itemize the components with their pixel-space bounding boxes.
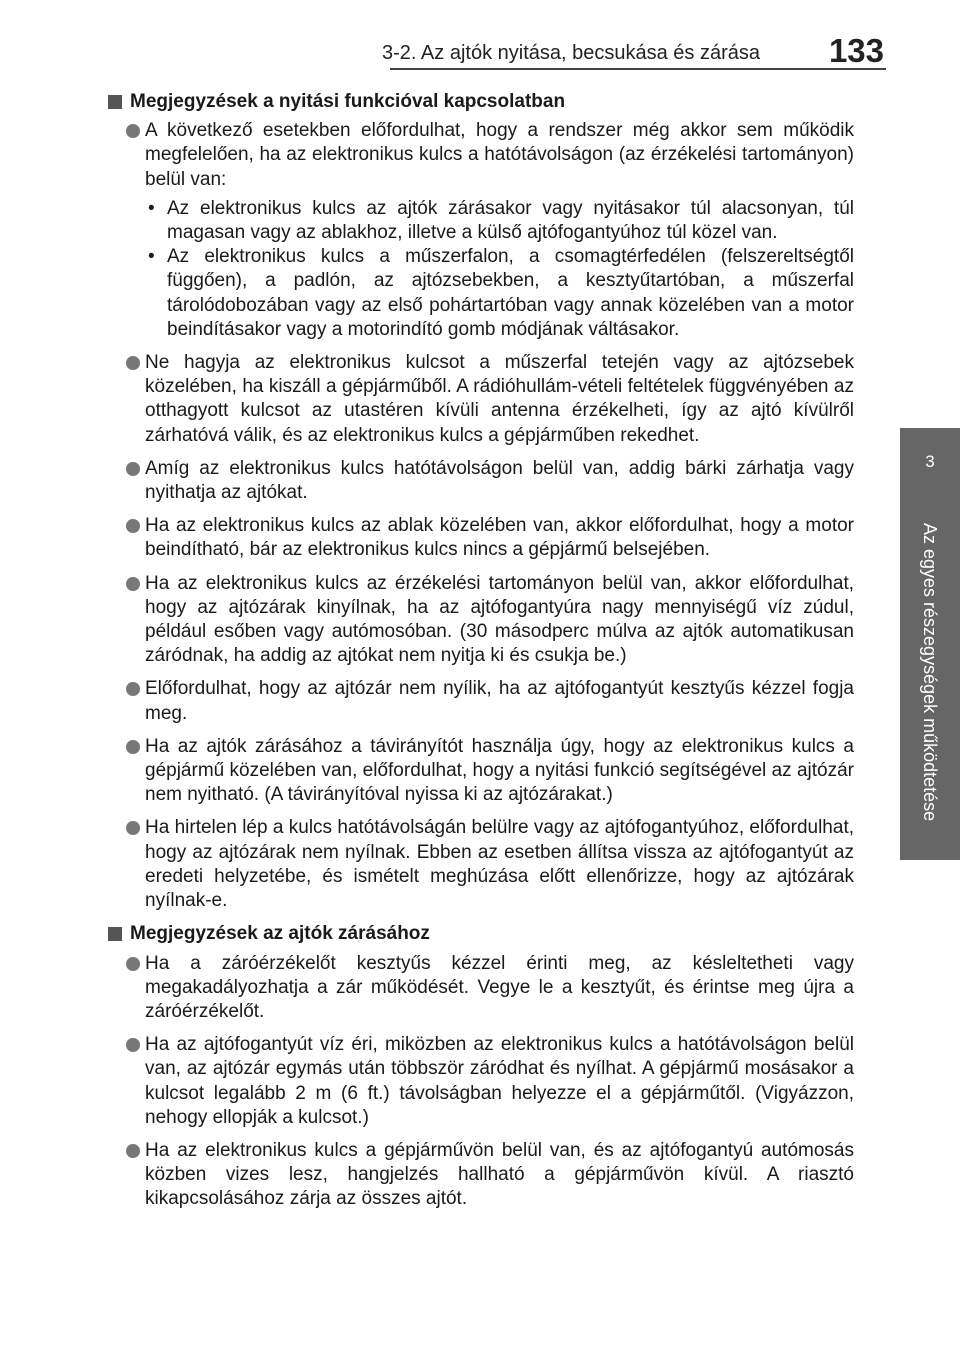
note-paragraph xyxy=(108,1139,854,1212)
circle-bullet-icon xyxy=(126,957,140,971)
circle-bullet-icon xyxy=(126,1144,140,1158)
note-text: Amíg az elektronikus kulcs hatótávolságon belül van, addig bárki zárhatja vagy nyithatja az ajtókat. xyxy=(145,457,854,504)
section-heading xyxy=(108,922,854,946)
note-paragraph xyxy=(108,572,854,669)
note-paragraph xyxy=(108,1033,854,1130)
page-content xyxy=(108,90,854,1221)
list-item xyxy=(145,245,854,342)
note-text: Ha az elektronikus kulcs a gépjárművön belül van, és az ajtófogantyú autómosás közben vizes lesz, hangjelzés hallható a gépjárművön kívül. A riasztó kikapcsolásához zárja az összes ajtót. xyxy=(145,1139,854,1210)
sub-list xyxy=(145,197,854,342)
dot-bullet-icon: • xyxy=(148,197,155,219)
page-header xyxy=(0,0,960,80)
note-paragraph xyxy=(108,119,854,342)
circle-bullet-icon xyxy=(126,740,140,754)
note-text: Ha hirtelen lép a kulcs hatótávolságán belülre vagy az ajtófogantyúhoz, előfordulhat, hogy az ajtózárak nem nyílnak. Ebben az esetben állítsa vissza az ajtófogantyút az eredeti helyzetébe, és ismételt meghúzása előtt ellenőrizze, hogy az ajtózárak nyílnak-e. xyxy=(145,817,854,912)
square-bullet-icon xyxy=(108,95,122,109)
chapter-number: 3 xyxy=(925,452,935,471)
section-heading-text: Megjegyzések az ajtók zárásához xyxy=(130,923,430,945)
note-text: A következő esetekben előfordulhat, hogy a rendszer még akkor sem működik megfelelően, ha az elektronikus kulcs a hatótávolságon (az érzékelési tartományon) belül van: xyxy=(145,120,854,190)
chapter-title: Az egyes részegységek működtetése xyxy=(920,523,940,822)
chapter-side-tab xyxy=(900,428,960,860)
section-heading-text: Megjegyzések a nyitási funkcióval kapcsolatban xyxy=(130,91,566,112)
note-text: Ha az ajtófogantyút víz éri, miközben az elektronikus kulcs a hatótávolságon belül van, az ajtózár egymás után többször záródhat és nyílhat. A gépjármű mosásakor a kulcsot legalább 2 m (6 ft.) távolságban helyezze el a gépjárműtől. (Vigyázzon, nehogy ellopják a kulcsot.) xyxy=(145,1034,854,1128)
list-item-text: Az elektronikus kulcs a műszerfalon, a csomagtérfedélen (felszereltségtől függően), a padlón, az ajtózsebekben, a kesztyűtartóban, a műszerfal tárolódobozában vagy az első pohártartóban vagy annak közelében van a motor beindításakor vagy a motorindító gomb módjának váltásakor. xyxy=(167,246,854,340)
note-text: Ne hagyja az elektronikus kulcsot a műszerfal tetején vagy az ajtózsebek közelében, ha kiszáll a gépjárműből. A rádióhullám-vételi feltételek függvényében az otthagyott kulcsot az utastéren kívüli antenna érzékelheti, így az ajtó kívülről zárhatóvá válik, és az elektronikus kulcs a gépjárműben rekedhet. xyxy=(145,352,854,446)
note-text: Ha az elektronikus kulcs az ablak közelében van, akkor előfordulhat, hogy a motor beindítható, bár az elektronikus kulcs nincs a gépjármű belsejében. xyxy=(145,515,854,561)
chapter-section-title: 3-2. Az ajtók nyitása, becsukása és zárása xyxy=(382,42,760,64)
circle-bullet-icon xyxy=(126,124,140,138)
note-text: Ha az ajtók zárásához a távirányítót használja úgy, hogy az elektronikus kulcs a gépjármű közelében van, előfordulhat, hogy a nyitási funkció segítségével az ajtózár nem nyitható. (A távirányítóval nyissa ki az ajtózárakat.) xyxy=(145,735,854,806)
header-divider xyxy=(390,68,886,70)
dot-bullet-icon: • xyxy=(148,246,155,268)
note-paragraph xyxy=(108,514,854,562)
section-heading xyxy=(108,90,854,114)
circle-bullet-icon xyxy=(126,356,140,370)
circle-bullet-icon xyxy=(126,519,140,533)
circle-bullet-icon xyxy=(126,682,140,696)
circle-bullet-icon xyxy=(126,1038,140,1052)
circle-bullet-icon xyxy=(126,577,140,591)
list-item-text: Az elektronikus kulcs az ajtók zárásakor vagy nyitásakor túl alacsonyan, túl magasan vagy az ablakhoz, illetve a külső ajtófogantyúhoz túl közel van. xyxy=(167,197,854,244)
circle-bullet-icon xyxy=(126,821,140,835)
note-text: Ha az elektronikus kulcs az érzékelési tartományon belül van, akkor előfordulhat, hogy az ajtózárak kinyílnak, ha az ajtófogantyúra nagy mennyiségű víz zúdul, például esőben vagy autómosóban. (30 másodperc múlva az ajtók automatikusan záródnak, ha addig az ajtókat nem nyitja ki és csukja be.) xyxy=(145,572,854,667)
square-bullet-icon xyxy=(108,927,122,941)
note-paragraph xyxy=(108,816,854,913)
note-text: Ha a záróérzékelőt kesztyűs kézzel érinti meg, az késleltetheti vagy megakadályozhatja a zár működését. Vegye le a kesztyűt, és érintse meg újra a záróérzékelőt. xyxy=(145,952,854,1022)
circle-bullet-icon xyxy=(126,462,140,476)
note-paragraph xyxy=(108,677,854,725)
note-paragraph xyxy=(108,351,854,448)
list-item xyxy=(145,197,854,245)
page-number: 133 xyxy=(828,32,884,69)
note-paragraph xyxy=(108,735,854,808)
note-paragraph xyxy=(108,457,854,505)
note-text: Előfordulhat, hogy az ajtózár nem nyílik, ha az ajtófogantyút kesztyűs kézzel fogja meg. xyxy=(145,678,854,724)
note-paragraph xyxy=(108,952,854,1025)
